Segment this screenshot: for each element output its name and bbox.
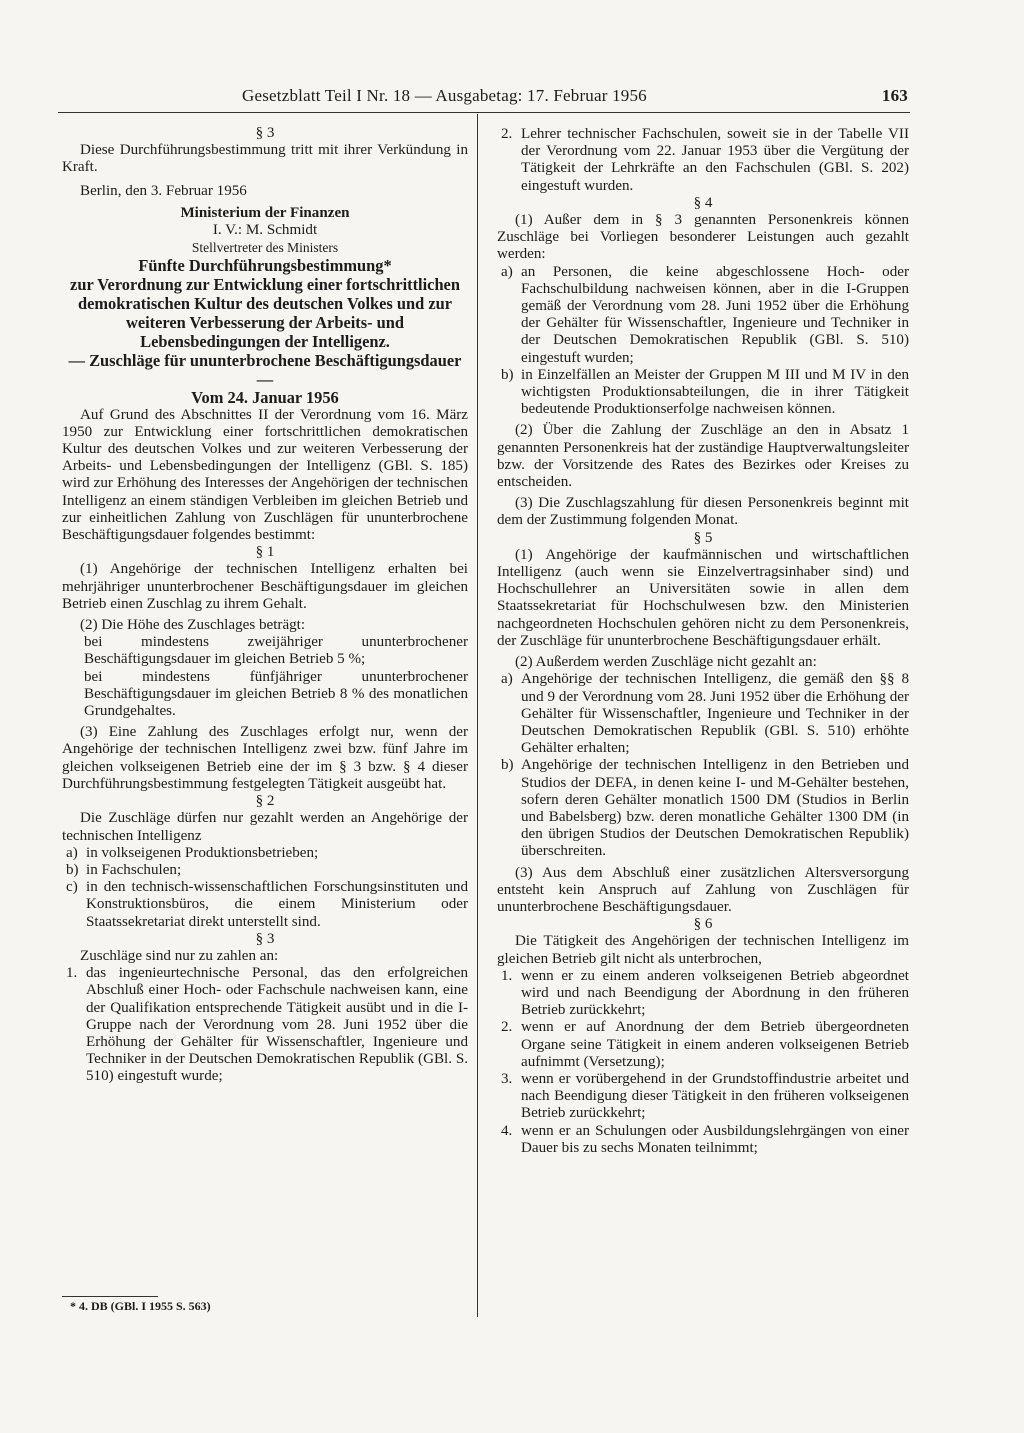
list-label: 4. [501, 1122, 513, 1139]
list-label: 1. [66, 965, 78, 982]
paragraph: (1) Außer dem in § 3 genannten Personenkreis können Zuschläge bei Vorliegen besonderer Leistungen auch gezahlt werden: [497, 212, 909, 263]
place-date: Berlin, den 3. Februar 1956 [80, 182, 247, 199]
section-heading: § 4 [693, 194, 713, 211]
paragraph: Diese Durchführungsbestimmung tritt mit ihrer Verkündung in Kraft. [62, 142, 468, 176]
section-heading: § 3 [255, 930, 275, 947]
list-label: b) [66, 861, 79, 878]
list-text: in Einzelfällen an Meister der Gruppen M III und M IV in den wichtigsten Produktionsabteilungen, die in ihrer Tätigkeit bedeutende Produktionserfolge nachweisen können. [521, 366, 909, 418]
preamble: Auf Grund des Abschnittes II der Verordnung vom 16. März 1950 zur Entwicklung einer fortschrittlichen demokratischen Kultur des deutschen Volkes und zur weiteren Verbesserung der Arbeits- und Lebensbedingungen der Intelligenz (GBl. S. 185) wird zur Erhöhung des Interesses der Angehörigen der technischen Intelligenz an einem ständigen Verbleiben im gleichen Betrieb und zur einheitlichen Zahlung von Zuschlägen für ununterbrochene Beschäftigungsdauer folgendes bestimmt: [62, 406, 468, 544]
document-topic: — Zuschläge für ununterbrochene Beschäftigungsdauer — [68, 351, 462, 390]
paragraph: (2) Über die Zahlung der Zuschläge an den in Absatz 1 genannten Personenkreis hat der zuständige Hauptverwaltungsleiter bzw. der Vorsitzende des Rates des Bezirkes oder Kreises zu entscheiden. [497, 422, 909, 491]
list-label: 1. [501, 967, 513, 984]
list-label: b) [501, 757, 514, 774]
list-item [62, 845, 468, 862]
rate-item: bei mindestens fünfjähriger ununterbrochener Beschäftigungsdauer im gleichen Betrieb 8 % des monatlichen Grundgehaltes. [84, 668, 468, 720]
paragraph: Zuschläge sind nur zu zahlen an: [80, 947, 279, 964]
list-item [497, 1123, 909, 1157]
list-text: wenn er zu einem anderen volkseigenen Betrieb abgeordnet wird und nach Beendigung der Abordnung in den früheren Betrieb zurückkehrt; [521, 967, 909, 1019]
paragraph: (3) Die Zuschlagszahlung für diesen Personenkreis beginnt mit dem der Zustimmung folgenden Monat. [497, 495, 909, 529]
list-label: b) [501, 366, 514, 383]
list-label: a) [66, 844, 78, 861]
list-label: c) [66, 879, 78, 896]
list-label: a) [501, 263, 513, 280]
signature: I. V.: M. Schmidt [212, 222, 318, 239]
paragraph: (1) Angehörige der technischen Intelligenz erhalten bei mehrjähriger ununterbrochener Beschäftigungsdauer im gleichen Betrieb einen Zuschlag zu ihrem Gehalt. [62, 561, 468, 612]
document-subtitle: zur Verordnung zur Entwicklung einer fortschrittlichen demokratischen Kultur des deutschen Volkes und zur weiteren Verbesserung der Arbeits- und Lebensbedingungen der Intelligenz. [70, 275, 460, 352]
paragraph: (3) Aus dem Abschluß einer zusätzlichen Altersversorgung entsteht kein Anspruch auf Zahlung von Zuschlägen für ununterbrochene Beschäftigungsdauer. [497, 864, 909, 915]
list-item [62, 862, 468, 879]
list-label: a) [501, 671, 513, 688]
section-heading: § 2 [255, 793, 275, 810]
section-heading: § 6 [693, 916, 713, 933]
paragraph: Die Tätigkeit des Angehörigen der technischen Intelligenz im gleichen Betrieb gilt nicht als unterbrochen, [497, 933, 909, 967]
paragraph: (3) Eine Zahlung des Zuschlages erfolgt nur, wenn der Angehörige der technischen Intelligenz zwei bzw. fünf Jahre im gleichen volkseigenen Betrieb eine der im § 3 bzw. § 4 dieser Durchführungsbestimmung festgelegten Tätigkeit ausgeübt hat. [62, 724, 468, 792]
footnote-rule [62, 1296, 158, 1297]
list-text: Angehörige der technischen Intelligenz in den Betrieben und Studios der DEFA, in denen keine I- und M-Gehälter bestehen, sofern deren Gehälter monatlich 1500 DM (Studios in Berlin und Babelsberg) bzw. deren monatliche Gehälter 1300 DM (in den übrigen Studios der Deutschen Demokratischen Republik) überschreiten. [521, 757, 909, 860]
list-text: in volkseigenen Produktionsbetrieben; [86, 844, 319, 861]
paragraph: (1) Angehörige der kaufmännischen und wirtschaftlichen Intelligenz (auch wenn sie Einzelvertragsinhaber sind) und Hochschullehrer an Universitäten sowie in allen dem Staatssekretariat für Hochschulwesen bzw. den Ministerien nachgeordneten Hochschulen gehören nicht zu dem Personenkreis, der Zuschläge für ununterbrochene Beschäftigungsdauer erhält. [497, 546, 909, 649]
list-text: in Fachschulen; [86, 861, 182, 878]
paragraph: (2) Außerdem werden Zuschläge nicht gezahlt an: [515, 654, 817, 671]
list-label: 3. [501, 1070, 513, 1087]
document-date: Vom 24. Januar 1956 [191, 388, 339, 408]
list-item [497, 757, 909, 860]
paragraph: (2) Die Höhe des Zuschlages beträgt: [80, 617, 306, 634]
list-item [497, 367, 909, 419]
running-header [62, 86, 908, 110]
rate-item: bei mindestens zweijähriger ununterbrochener Beschäftigungsdauer im gleichen Betrieb 5 %; [84, 634, 468, 668]
section-heading: § 5 [693, 529, 713, 546]
list-item [62, 879, 468, 931]
list-text: wenn er an Schulungen oder Ausbildungslehrgängen von einer Dauer bis zu sechs Monaten teilnimmt; [521, 1122, 909, 1156]
column-divider [477, 114, 478, 1317]
list-item [497, 671, 909, 757]
list-item [497, 1019, 909, 1071]
list-text: in den technisch-wissenschaftlichen Forschungsinstituten und Konstruktionsbüros, die einem Ministerium oder Staatssekretariat direkt unterstellt sind. [86, 879, 468, 930]
running-title: Gesetzblatt Teil I Nr. 18 — Ausgabetag: 17. Februar 1956 [242, 86, 647, 105]
list-item [497, 264, 909, 367]
footnote: * 4. DB (GBl. I 1955 S. 563) [70, 1299, 211, 1313]
header-rule [58, 112, 910, 113]
list-item [497, 968, 909, 1020]
list-text: das ingenieurtechnische Personal, das den erfolgreichen Abschluß einer Hoch- oder Fachschule nachweisen kann, eine der Qualifikation entsprechende Tätigkeit ausübt und in die I-Gruppe nach der Verordnung vom 28. Juni 1952 über die Erhöhung der Gehälter für Wissenschaftler, Ingenieure und Techniker in der Deutschen Demokratischen Republik (GBl. S. 510) eingestuft wurde; [86, 965, 468, 1085]
list-item [497, 126, 909, 195]
right-column [497, 122, 909, 1157]
list-text: Lehrer technischer Fachschulen, soweit sie in der Tabelle VII der Verordnung vom 22. Januar 1953 über die Vergütung der Tätigkeit der Lehrkräfte an den Fachschulen (GBl. S. 202) eingestuft wurden. [521, 126, 909, 194]
list-text: an Personen, die keine abgeschlossene Hoch- oder Fachschulbildung nachweisen können, aber in die I-Gruppen gemäß der Verordnung vom 28. Juni 1952 über die Erhöhung der Gehälter für Wissenschaftler, Ingenieure und Techniker in der Deutschen Demokratischen Republik (GBl. S. 510) eingestuft wurden; [521, 263, 909, 366]
left-column [62, 122, 468, 1086]
signature-role: Stellvertreter des Ministers [191, 240, 339, 256]
ministry-name: Ministerium der Finanzen [180, 204, 350, 221]
list-label: 2. [501, 1019, 513, 1036]
list-item [497, 1071, 909, 1123]
paragraph: Die Zuschläge dürfen nur gezahlt werden an Angehörige der technischen Intelligenz [62, 810, 468, 844]
list-text: Angehörige der technischen Intelligenz, die gemäß den §§ 8 und 9 der Verordnung vom 28. Juni 1952 über die Erhöhung der Gehälter für Wissenschaftler, Ingenieure und Techniker in der Deutschen Demokratischen Republik (GBl. S. 510) erhöhte Gehälter erhalten; [521, 671, 909, 757]
section-heading: § 3 [255, 125, 275, 141]
list-label: 2. [501, 126, 513, 142]
page-number: 163 [881, 86, 908, 105]
list-item [62, 965, 468, 1085]
list-text: wenn er vorübergehend in der Grundstoffindustrie arbeitet und nach Beendigung dieser Tätigkeit in den früheren volkseigenen Betrieb zurückkehrt; [521, 1070, 909, 1122]
document-title: Fünfte Durchführungsbestimmung* [138, 256, 392, 276]
list-text: wenn er auf Anordnung der dem Betrieb übergeordneten Organe seine Tätigkeit in einem anderen volkseigenen Betrieb aufnimmt (Versetzung); [521, 1019, 909, 1070]
section-heading: § 1 [255, 544, 275, 561]
